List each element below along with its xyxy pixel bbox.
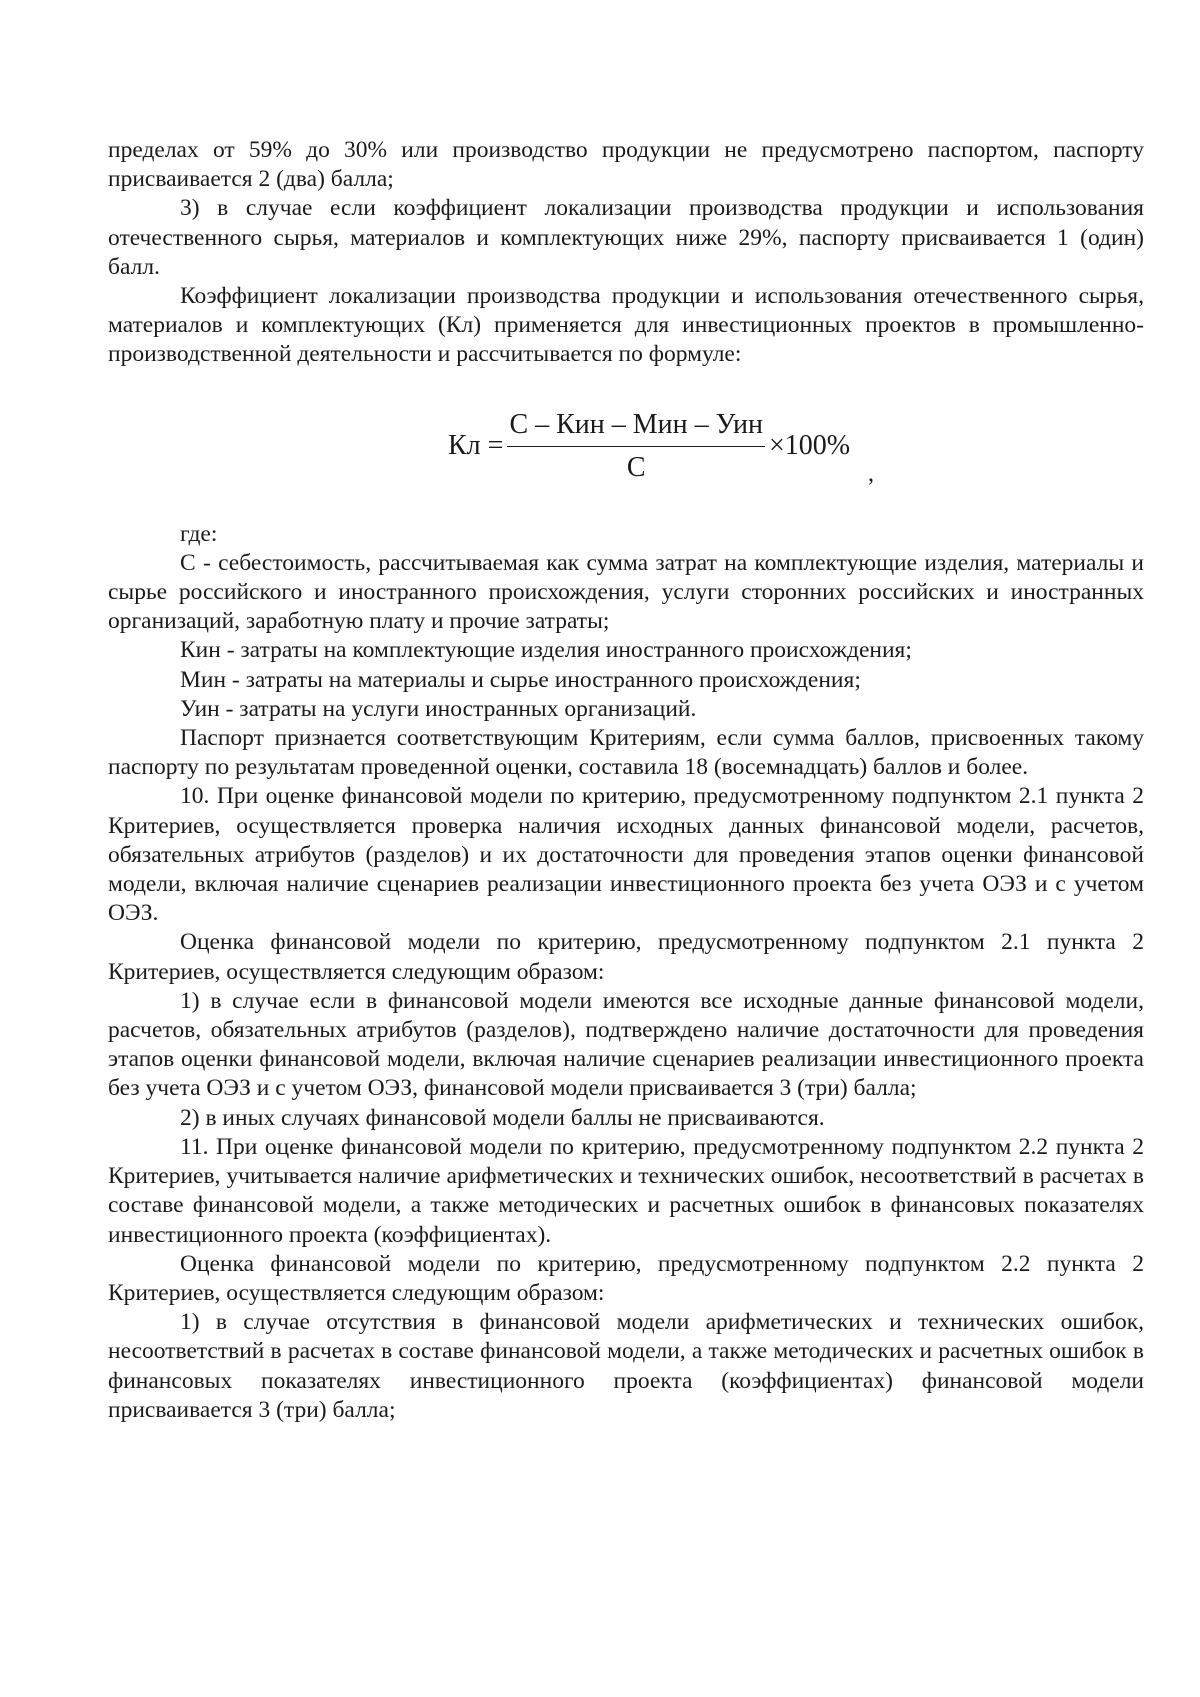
localization-formula bbox=[448, 408, 850, 485]
formula-numerator: С – Кин – Мин – Уин bbox=[507, 408, 765, 447]
paragraph-where: где: bbox=[180, 520, 218, 547]
paragraph-assessment-2-1: Оценка финансовой модели по критерию, предусмотренному подпунктом 2.1 пункта 2 Критериев, осуществляется следующим образом: bbox=[108, 929, 1144, 985]
paragraph-def-c: С - себестоимость, рассчитываемая как сумма затрат на комплектующие изделия, материалы и сырье российского и иностранного происхождения, услуги сторонних российских и иностранных организаций, заработную плату и прочие затраты; bbox=[108, 549, 1144, 635]
paragraph-2-1-case-1: 1) в случае если в финансовой модели имеются все исходные данные финансовой модели, расчетов, обязательных атрибутов (разделов), подтверждено наличие достаточности для проведения этапов оценки финансовой модели, включая наличие сценариев реализации инвестиционного проекта без учета ОЭЗ и с учетом ОЭЗ, финансовой модели присваивается 3 (три) балла; bbox=[108, 987, 1144, 1102]
paragraph-localization-coefficient: Коэффициент локализации производства продукции и использования отечественного сырья, материалов и комплектующих (Кл) применяется для инвестиционных проектов в промышленно-производственной деятельности и рассчитывается по формуле: bbox=[108, 283, 1144, 368]
formula-trailing-comma: , bbox=[868, 460, 874, 487]
paragraph-continuation: пределах от 59% до 30% или производство продукции не предусмотрено паспортом, паспорту присваивается 2 (два) балла; bbox=[108, 137, 1144, 193]
formula-lhs: Кл = bbox=[448, 430, 504, 462]
document-page bbox=[108, 136, 1144, 1425]
paragraph-def-uin: Уин - затраты на услуги иностранных организаций. bbox=[180, 695, 697, 722]
formula-fraction bbox=[507, 408, 765, 485]
paragraph-def-min: Мин - затраты на материалы и сырье иностранного происхождения; bbox=[180, 666, 861, 693]
paragraph-def-kin: Кин - затраты на комплектующие изделия иностранного происхождения; bbox=[180, 637, 912, 664]
formula-block bbox=[108, 370, 1144, 520]
paragraph-2-2-case-1: 1) в случае отсутствия в финансовой модели арифметических и технических ошибок, несоответствий в расчетах в составе финансовой модели, а также методических и расчетных ошибок в финансовых показателях инвестиционного проекта (коэффициентах) финансовой модели присваивается 3 (три) балла; bbox=[108, 1309, 1144, 1423]
formula-multiplier: ×100% bbox=[768, 430, 851, 462]
paragraph-item-11: 11. При оценке финансовой модели по критерию, предусмотренному подпунктом 2.2 пункта 2 Критериев, учитывается наличие арифметических и технических ошибок, несоответствий в расчетах в составе финансовой модели, а также методических и расчетных ошибок в финансовых показателях инвестиционного проекта (коэффициентах). bbox=[108, 1133, 1144, 1248]
paragraph-assessment-2-2: Оценка финансовой модели по критерию, предусмотренному подпунктом 2.2 пункта 2 Критериев, осуществляется следующим образом: bbox=[108, 1250, 1144, 1306]
paragraph-passport-criteria: Паспорт признается соответствующим Критериям, если сумма баллов, присвоенных такому паспорту по результатам проведенной оценки, составила 18 (восемнадцать) баллов и более. bbox=[108, 725, 1144, 781]
paragraph-2-1-case-2: 2) в иных случаях финансовой модели баллы не присваиваются. bbox=[180, 1104, 825, 1131]
paragraph-item-10: 10. При оценке финансовой модели по критерию, предусмотренному подпунктом 2.1 пункта 2 Критериев, осуществляется проверка наличия исходных данных финансовой модели, расчетов, обязательных атрибутов (разделов) и их достаточности для проведения этапов оценки финансовой модели, включая наличие сценариев реализации инвестиционного проекта без учета ОЭЗ и с учетом ОЭЗ. bbox=[108, 783, 1144, 927]
formula-denominator: С bbox=[626, 451, 646, 483]
paragraph-item-3: 3) в случае если коэффициент локализации производства продукции и использования отечественного сырья, материалов и комплектующих ниже 29%, паспорту присваивается 1 (один) балл. bbox=[108, 195, 1144, 280]
